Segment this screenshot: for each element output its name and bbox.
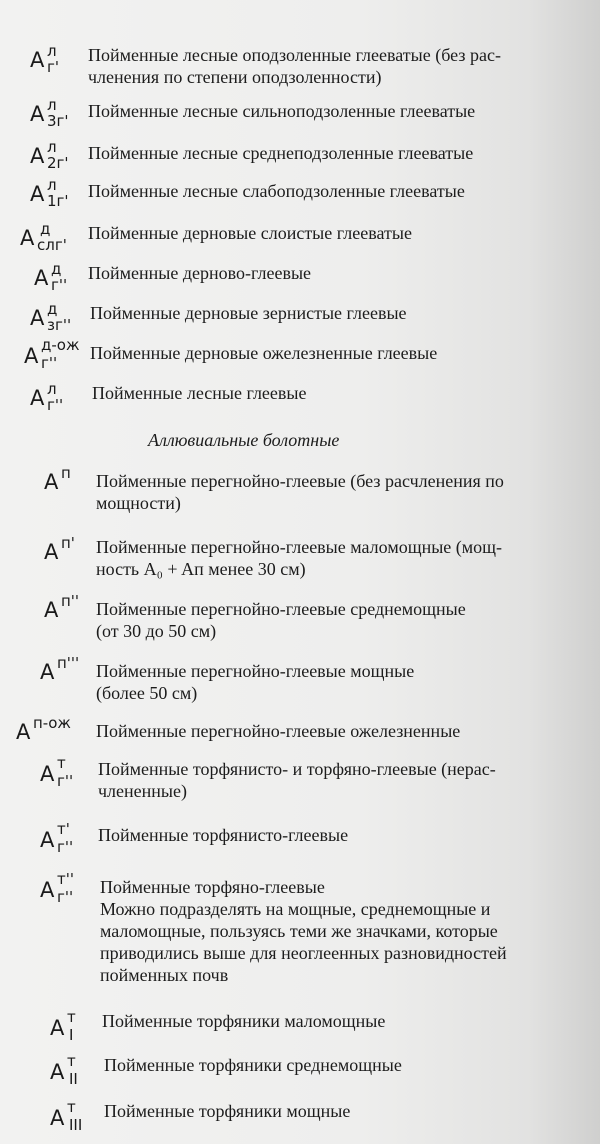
- entry-description: Пойменные перегнойно-глеевые маломощные (мощ- ность A₀ + Aп менее 30 см): [96, 537, 503, 579]
- soil-symbol: A л 1г': [30, 176, 69, 210]
- entry-description: Пойменные торфянисто-глеевые: [98, 825, 349, 845]
- soil-symbol: A п': [44, 534, 75, 564]
- soil-symbol: A т II: [50, 1052, 78, 1088]
- entry-description: Пойменные дерновые слоистые глееватые: [88, 223, 412, 243]
- entry-description: Пойменные перегнойно-глеевые (без расчленения по мощности): [96, 471, 504, 513]
- entry-description: Пойменные перегнойно-глеевые мощные (более 50 см): [96, 661, 415, 703]
- entry-description: Пойменные дерново-глеевые: [88, 263, 312, 283]
- entry-description: Пойменные лесные глеевые: [92, 383, 307, 403]
- soil-symbol: A л 3г': [30, 96, 69, 130]
- soil-symbol: A л 2г': [30, 138, 69, 172]
- soil-symbol: A п'': [44, 592, 80, 622]
- soil-symbol: A т I: [50, 1008, 76, 1044]
- soil-symbol: A п-ож: [16, 714, 71, 744]
- entry-description: Пойменные перегнойно-глеевые ожелезненные: [96, 721, 461, 741]
- soil-symbol: A п''': [40, 654, 80, 684]
- entry-description: Пойменные дерновые ожелезненные глеевые: [90, 343, 438, 363]
- entry-description: Пойменные торфяно-глеевые Можно подразделять на мощные, среднемощные и маломощные, пользуясь теми же значками, которые приводились выше для неоглеенных разновидностей пойменных почв: [100, 877, 507, 985]
- entry-description: Пойменные торфяники мощные: [104, 1101, 351, 1121]
- soil-symbol: A т г'': [40, 754, 74, 790]
- entry-description: Пойменные торфянисто- и торфяно-глеевые (нерас- члененные): [98, 759, 496, 801]
- soil-symbol: A д г'': [34, 260, 68, 294]
- entry-description: Пойменные перегнойно-глеевые среднемощные (от 30 до 50 см): [96, 599, 466, 641]
- entry-description: Пойменные лесные сильноподзоленные глееватые: [88, 101, 476, 121]
- entry-description: Пойменные лесные среднеподзоленные глееватые: [88, 143, 474, 163]
- entry-description: Пойменные лесные оподзоленные глееватые (без рас- членения по степени оподзоленности): [88, 45, 501, 87]
- section-heading: Аллювиальные болотные: [148, 430, 340, 450]
- soil-symbol: A д-ож г'': [24, 336, 80, 372]
- soil-symbol: A д слг': [20, 220, 67, 254]
- soil-symbol: A т' г'': [40, 820, 74, 856]
- entry-description: Пойменные торфяники среднемощные: [104, 1055, 402, 1075]
- entry-description: Пойменные торфяники маломощные: [102, 1011, 386, 1031]
- soil-symbol: A д зг'': [30, 300, 72, 334]
- soil-symbol: A т III: [50, 1098, 83, 1134]
- entry-description: Пойменные дерновые зернистые глеевые: [90, 303, 407, 323]
- entry-description: Пойменные лесные слабоподзоленные глееватые: [88, 181, 465, 201]
- soil-symbol: A т'' г'': [40, 870, 74, 906]
- soil-symbol: A л г'': [30, 380, 64, 414]
- soil-symbol: A п: [44, 464, 71, 494]
- soil-symbol: A л г': [30, 42, 60, 76]
